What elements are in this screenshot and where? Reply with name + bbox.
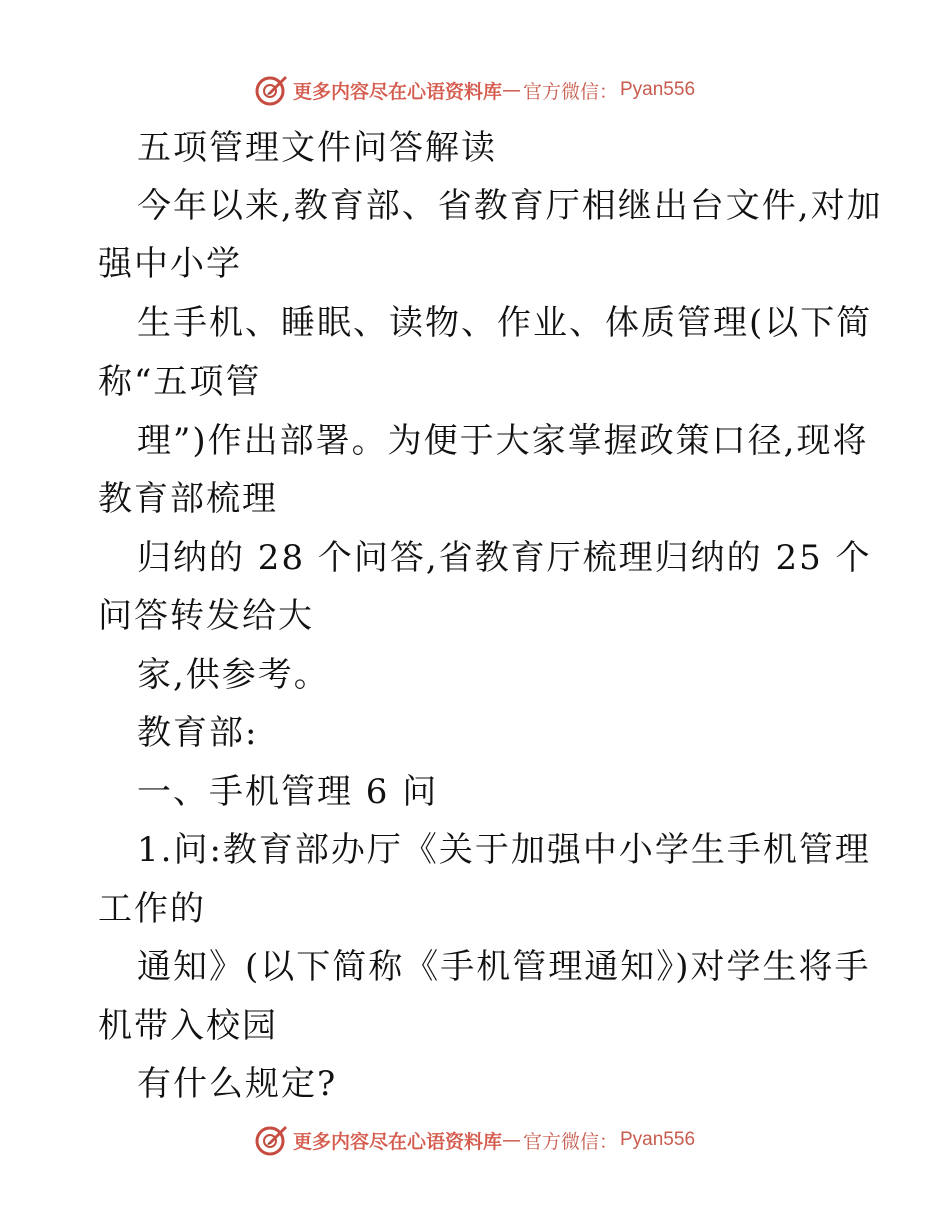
subsection-heading: 一、手机管理 6 问	[137, 772, 439, 812]
paragraph-line: 问答转发给大	[98, 596, 314, 636]
banner-wechat-label: 官方微信：	[522, 80, 618, 103]
question-line: 1.问:教育部办厅《关于加强中小学生手机管理	[137, 830, 871, 870]
question-line: 通知》(以下简称《手机管理通知》)对学生将手	[137, 947, 871, 987]
paragraph-line: 称“五项管	[98, 362, 262, 402]
banner-separator: —	[501, 79, 521, 101]
paragraph-line: 归纳的 28 个问答,省教育厅梳理归纳的 25 个	[137, 538, 872, 578]
paragraph-line: 理”)作出部署。为便于大家掌握政策口径,现将	[137, 421, 869, 461]
paragraph-line: 生手机、睡眠、读物、作业、体质管理(以下简	[137, 303, 873, 343]
banner-wechat-id: Pyan556	[620, 79, 696, 100]
footer-watermark	[0, 1120, 950, 1160]
banner-wechat-id: Pyan556	[620, 1129, 696, 1150]
header-watermark	[0, 70, 950, 110]
question-line: 有什么规定?	[137, 1064, 338, 1104]
paragraph-line: 教育部梳理	[98, 479, 278, 519]
banner-separator: —	[501, 1129, 521, 1151]
banner-wechat-label: 官方微信：	[522, 1130, 618, 1153]
paragraph-line: 强中小学	[98, 244, 242, 284]
pen-logo-icon	[255, 1123, 289, 1157]
banner-main-text: 更多内容尽在心语资料库	[292, 80, 502, 103]
section-heading: 教育部:	[137, 713, 259, 753]
document-title: 五项管理文件问答解读	[137, 128, 497, 168]
paragraph-line: 今年以来,教育部、省教育厅相继出台文件,对加	[137, 186, 883, 226]
question-line: 机带入校园	[98, 1006, 278, 1046]
pen-logo-icon	[255, 73, 289, 107]
paragraph-line: 家,供参考。	[137, 655, 330, 695]
banner-main-text: 更多内容尽在心语资料库	[292, 1130, 502, 1153]
question-line: 工作的	[98, 889, 206, 929]
